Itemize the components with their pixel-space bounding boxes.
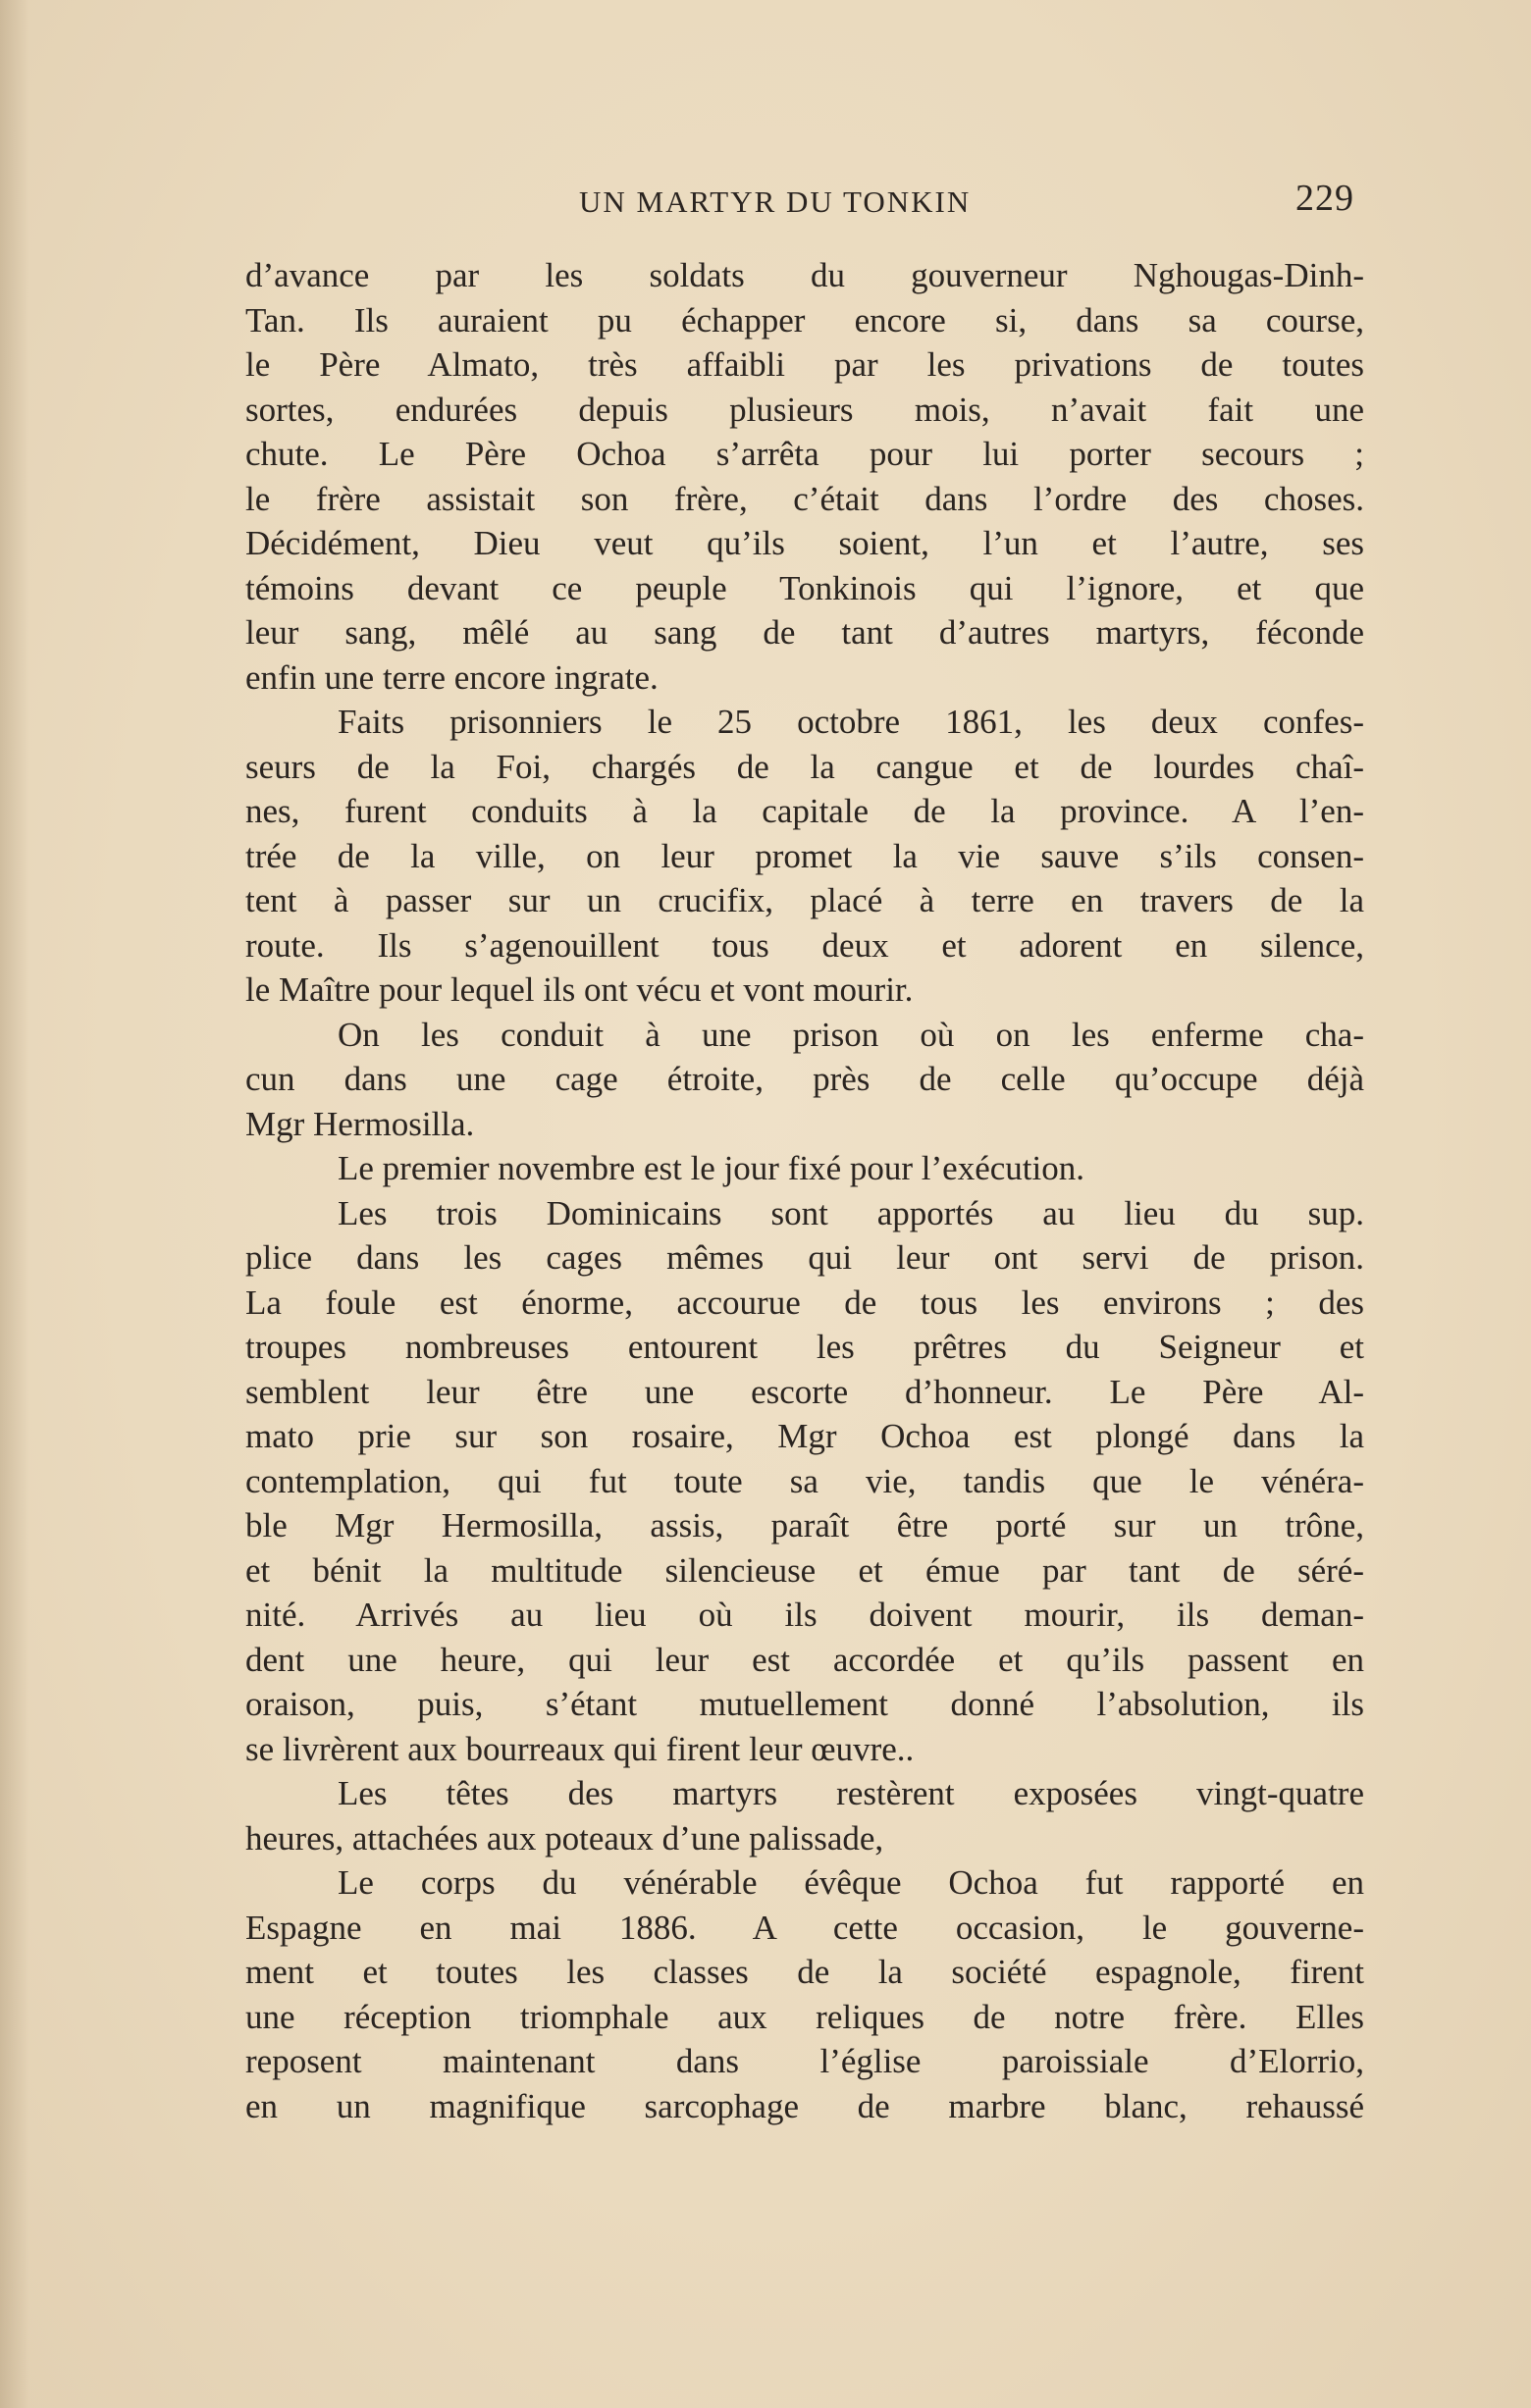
text-line: témoins devant ce peuple Tonkinois qui l’ignore, et que: [245, 568, 1364, 607]
text-line: Espagne en mai 1886. A cette occasion, le gouverne-: [245, 1908, 1364, 1947]
text-line: cun dans une cage étroite, près de celle qu’occupe déjà: [245, 1060, 1364, 1098]
text-line: sortes, endurées depuis plusieurs mois, n’avait fait une: [245, 390, 1364, 429]
running-title: UN MARTYR DU TONKIN: [579, 184, 972, 219]
text-line: contemplation, qui fut toute sa vie, tandis que le vénéra-: [245, 1461, 1364, 1500]
text-line: La foule est énorme, accourue de tous les environs ; des: [245, 1283, 1364, 1322]
text-line: trée de la ville, on leur promet la vie sauve s’ils consen-: [245, 836, 1364, 875]
text-line: Mgr Hermosilla.: [245, 1104, 475, 1143]
text-line: route. Ils s’agenouillent tous deux et adorent en silence,: [245, 925, 1364, 965]
body-text: [245, 253, 1364, 2128]
text-line: chute. Le Père Ochoa s’arrêta pour lui porter secours ;: [245, 435, 1364, 473]
text-line: plice dans les cages mêmes qui leur ont servi de prison.: [245, 1238, 1364, 1277]
text-line: nes, furent conduits à la capitale de la province. A l’en-: [245, 792, 1364, 830]
page-edge-shadow: [0, 0, 29, 2408]
text-line: leur sang, mêlé au sang de tant d’autres martyrs, féconde: [245, 613, 1364, 652]
text-line: ble Mgr Hermosilla, assis, paraît être porté sur un trône,: [245, 1506, 1364, 1544]
text-line: une réception triomphale aux reliques de notre frère. Elles: [245, 1997, 1364, 2036]
text-line: semblent leur être une escorte d’honneur. Le Père Al-: [245, 1372, 1364, 1411]
text-line: reposent maintenant dans l’église paroissiale d’Elorrio,: [245, 2042, 1364, 2080]
text-line: d’avance par les soldats du gouverneur Nghougas-Dinh-: [245, 256, 1364, 294]
page-number: 229: [1295, 178, 1354, 219]
text-line: enfin une terre encore ingrate.: [245, 657, 659, 697]
text-line: oraison, puis, s’étant mutuellement donné l’absolution, ils: [245, 1685, 1364, 1723]
text-line: Faits prisonniers le 25 octobre 1861, les deux confes-: [338, 703, 1364, 741]
text-line: le frère assistait son frère, c’était dans l’ordre des choses.: [245, 479, 1364, 518]
text-line: On les conduit à une prison où on les enferme cha-: [338, 1015, 1364, 1054]
text-line: Les têtes des martyrs restèrent exposées vingt-quatre: [338, 1774, 1364, 1812]
text-line: heures, attachées aux poteaux d’une palissade,: [245, 1818, 884, 1858]
text-line: en un magnifique sarcophage de marbre blanc, rehaussé: [245, 2086, 1364, 2125]
text-line: Le corps du vénérable évêque Ochoa fut rapporté en: [338, 1863, 1364, 1902]
text-line: nité. Arrivés au lieu où ils doivent mourir, ils deman-: [245, 1596, 1364, 1634]
text-line: et bénit la multitude silencieuse et émue par tant de séré-: [245, 1550, 1364, 1590]
text-line: Les trois Dominicains sont apportés au lieu du sup.: [338, 1193, 1364, 1232]
text-line: Le premier novembre est le jour fixé pour l’exécution.: [338, 1149, 1084, 1187]
text-line: le Père Almato, très affaibli par les privations de toutes: [245, 345, 1364, 384]
text-line: dent une heure, qui leur est accordée et qu’ils passent en: [245, 1640, 1364, 1679]
running-head: [245, 177, 1364, 224]
text-line: seurs de la Foi, chargés de la cangue et de lourdes chaî-: [245, 747, 1364, 786]
text-line: tent à passer sur un crucifix, placé à terre en travers de la: [245, 881, 1364, 919]
text-line: Décidément, Dieu veut qu’ils soient, l’un et l’autre, ses: [245, 524, 1364, 562]
text-line: ment et toutes les classes de la société espagnole, firent: [245, 1953, 1364, 1991]
text-line: Tan. Ils auraient pu échapper encore si, dans sa course,: [245, 300, 1364, 340]
text-line: troupes nombreuses entourent les prêtres du Seigneur et: [245, 1328, 1364, 1366]
text-line: se livrèrent aux bourreaux qui firent leur œuvre..: [245, 1729, 915, 1768]
text-line: mato prie sur son rosaire, Mgr Ochoa est plongé dans la: [245, 1417, 1364, 1455]
text-line: le Maître pour lequel ils ont vécu et vont mourir.: [245, 970, 914, 1009]
